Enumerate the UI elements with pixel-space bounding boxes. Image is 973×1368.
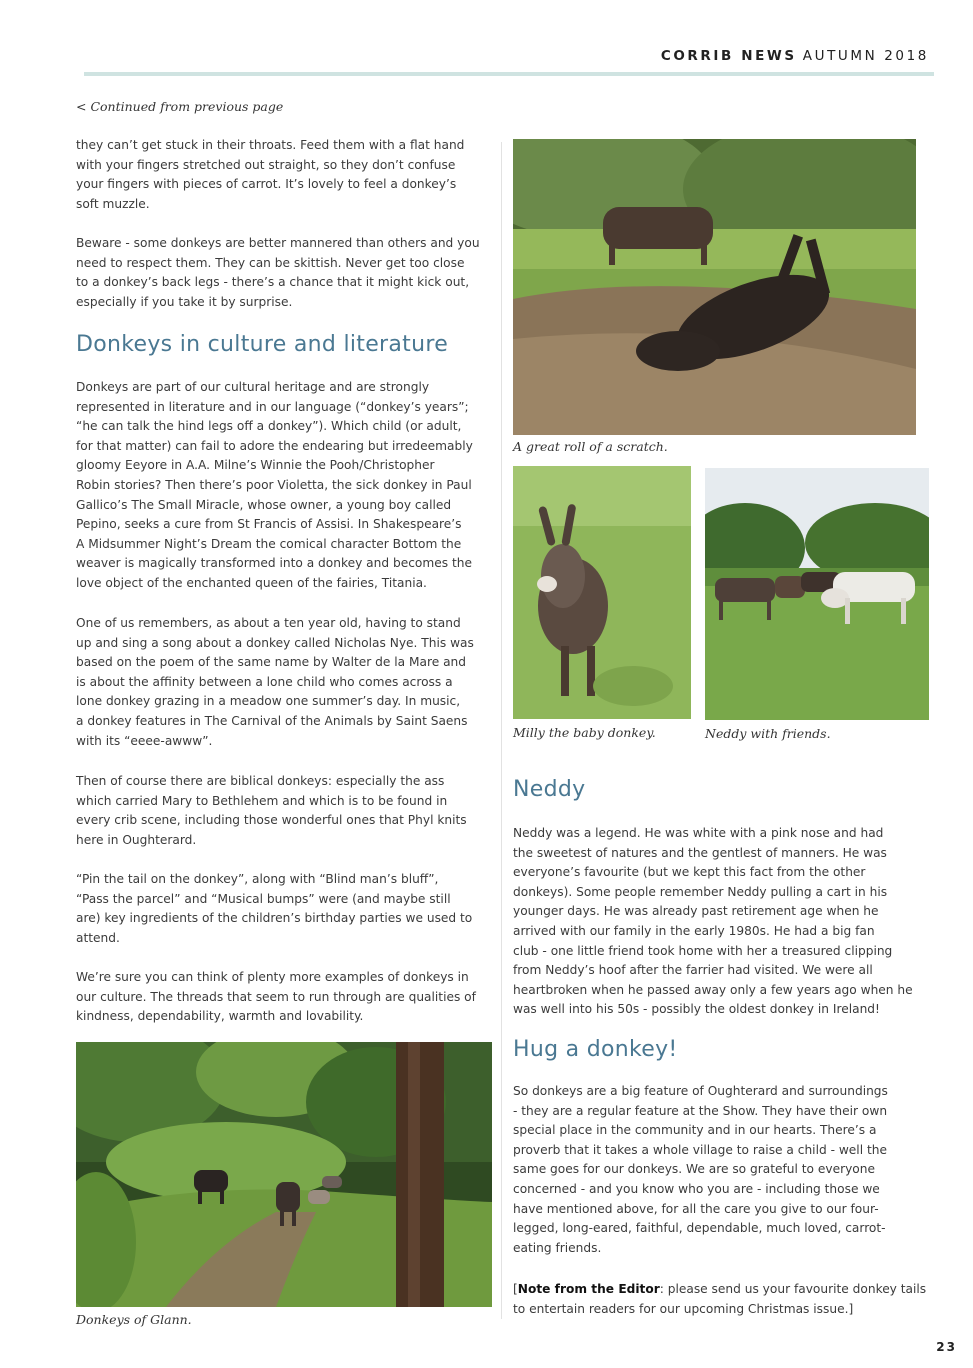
photo-donkeys-of-glann (76, 1042, 492, 1307)
paragraph-beware: Beware - some donkeys are better mannered than others and you need to respect them. They can be skittish. Never get too close to a donkey’s back legs - there’s a chance that it might kick out, especially if you take it by surprise. (76, 236, 480, 309)
paragraph-games: “Pin the tail on the donkey”, along with “Blind man’s bluff”, “Pass the parcel” and “Musical bumps” were (and maybe still are) key ingredients of the children’s birthday parties we used to attend. (76, 872, 473, 945)
continued-label: < Continued from previous page (76, 99, 284, 114)
heading-culture: Donkeys in culture and literature (76, 332, 449, 357)
issue-label: AUTUMN 2018 (802, 48, 929, 64)
photo-milly (513, 466, 691, 719)
photo-donkey-rolling (513, 139, 916, 435)
column-divider (501, 142, 502, 1319)
photo-neddy-friends (705, 468, 929, 720)
caption-glann: Donkeys of Glann. (76, 1312, 192, 1327)
editor-note-label: Note from the Editor (517, 1282, 660, 1296)
paragraph-feeding: they can’t get stuck in their throats. Feed them with a flat hand with your fingers stretched out straight, so they don’t confuse your fingers with pieces of carrot. It’s lovely to feel a donkey’s soft muzzle. (76, 138, 465, 211)
editor-note-text: : please send us your favourite donkey tails to entertain readers for our upcoming Christmas issue.] (513, 1282, 927, 1316)
publication-name: CORRIB NEWS (660, 48, 797, 64)
editor-note-open: [ (513, 1282, 518, 1296)
paragraph-culture: Donkeys are part of our cultural heritage and are strongly represented in literature and in our language (“donkey’s years”; “he can talk the hind legs off a donkey”). Which child (or adult, for that matter) can fail to adore the endearing but irredeemably gloomy Eeyore in A.A. Milne’s Winnie the Pooh/Christopher Robin stories? Then there’s poor Violetta, the sick donkey in Paul Gallico’s The Small Miracle, whose owner, a young boy called Pepino, seeks a cure from St Francis of Assisi. In Shakespeare’s A Midsummer Night’s Dream the comical character Bottom the weaver is magically transformed into a donkey and becomes the love object of the enchanted queen of the fairies, Titania. (76, 380, 473, 590)
editor-note (513, 1280, 926, 1319)
header-rule (84, 72, 934, 76)
heading-hug: Hug a donkey! (513, 1037, 678, 1062)
masthead (661, 48, 929, 64)
caption-milly: Milly the baby donkey. (513, 725, 656, 740)
paragraph-biblical: Then of course there are biblical donkeys: especially the ass which carried Mary to Bethlehem and which is to be found in every crib scene, including those wonderful ones that Phyl knits here in Oughterard. (76, 774, 467, 847)
paragraph-nicholas-nye: One of us remembers, as about a ten year old, having to stand up and sing a song about a donkey called Nicholas Nye. This was based on the poem of the same name by Walter de la Mare and is about the affinity between a lone child who comes across a lone donkey grazing in a meadow one summer’s day. In music, a donkey features in The Carnival of the Animals by Saint Saens with its “eeee-awww”. (76, 616, 474, 748)
paragraph-threads: We’re sure you can think of plenty more examples of donkeys in our culture. The threads that seem to run through are qualities of kindness, dependability, warmth and lovability. (76, 970, 476, 1024)
caption-neddy: Neddy with friends. (705, 726, 831, 741)
paragraph-hug: So donkeys are a big feature of Oughterard and surroundings - they are a regular feature at the Show. They have their own special place in the community and in our hearts. There’s a proverb that it takes a whole village to raise a child - well the same goes for our donkeys. We are so grateful to everyone concerned - and you know who you are - including those we have mentioned above, for all the care you give to our four- legged, long-eared, faithful, dependable, much loved, carrot- eating friends. (513, 1084, 888, 1255)
page-number: 23 (936, 1340, 957, 1354)
heading-neddy: Neddy (513, 777, 586, 802)
caption-roll: A great roll of a scratch. (513, 439, 668, 454)
paragraph-neddy: Neddy was a legend. He was white with a pink nose and had the sweetest of natures and the gentlest of manners. He was everyone’s favourite (but we kept this fact from the other donkeys). Some people remember Neddy pulling a cart in his younger days. He was already past retirement age when he arrived with our family in the early 1980s. He had a big fan club - one little friend took home with her a treasured clipping from Neddy’s hoof after the farrier had visited. We were all heartbroken when he passed away only a few years ago when he was well into his 50s - possibly the oldest donkey in Ireland! (513, 826, 913, 1017)
